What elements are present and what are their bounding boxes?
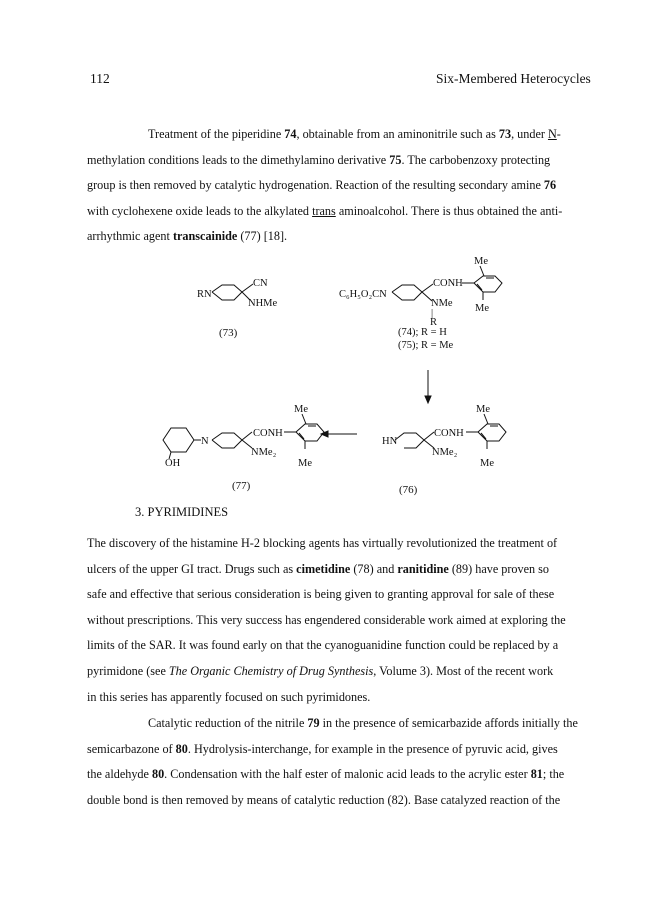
page-number: 112 <box>90 71 110 86</box>
section-heading: 3. PYRIMIDINES <box>135 505 229 519</box>
structure-73-ring <box>212 284 253 300</box>
structure-77-me-top: Me <box>294 404 308 415</box>
structure-77-conh: CONH <box>253 428 283 439</box>
structure-73-nhme: NHMe <box>248 298 278 309</box>
text-line: without prescriptions. This very success has engendered considerable work aimed at exploring the <box>87 612 566 627</box>
paragraph-3 <box>87 711 590 813</box>
text-line: ulcers of the upper GI tract. Drugs such as cimetidine (78) and ranitidine (89) have proven so <box>87 561 550 576</box>
structure-77-oh: OH <box>165 458 181 469</box>
text-line: in this series has apparently focused on such pyrimidones. <box>87 689 371 704</box>
structure-73-rn: RN <box>197 289 212 300</box>
text-line: Catalytic reduction of the nitrile 79 in the presence of semicarbazide affords initially the <box>148 716 578 730</box>
text-line: with cyclohexene oxide leads to the alkylated trans aminoalcohol. There is thus obtained the anti- <box>87 203 563 218</box>
structure-76-me-bottom: Me <box>480 458 494 469</box>
text-line: group is then removed by catalytic hydrogenation. Reaction of the resulting secondary amine 76 <box>87 178 557 193</box>
arrow-down <box>425 370 431 403</box>
structure-74-r: R <box>430 317 438 328</box>
text-line: methylation conditions leads to the dimethylamino derivative 75. The carbobenzoxy protecting <box>87 152 551 167</box>
structure-76-hn: HN <box>382 436 398 447</box>
text-line: semicarbazone of 80. Hydrolysis-interchange, for example in the presence of pyruvic acid, gives <box>87 741 558 756</box>
structure-74-cbz: C₆H₅O₂CN <box>339 289 387 300</box>
text-line: limits of the SAR. It was found early on that the cyanoguanidine function could be replaced by a <box>87 638 559 653</box>
structure-73-label: (73) <box>219 327 238 339</box>
structure-74-me-top: Me <box>474 256 488 267</box>
text-line: The discovery of the histamine H-2 blocking agents has virtually revolutionized the treatment of <box>87 536 558 550</box>
text-line: arrhythmic agent transcainide (77) [18]. <box>87 229 288 244</box>
structure-74-bar: | <box>431 308 434 319</box>
text-line: Treatment of the piperidine 74, obtainable from an aminonitrile such as 73, under N- <box>148 127 561 141</box>
structure-76-me-top: Me <box>476 404 490 415</box>
structure-77-label: (77) <box>232 480 251 492</box>
text-line: the aldehyde 80. Condensation with the half ester of malonic acid leads to the acrylic ester 81; the <box>87 767 565 782</box>
structure-74-me-bottom: Me <box>475 303 489 314</box>
structure-76-conh: CONH <box>434 428 464 439</box>
text-line: safe and effective that serious consideration is being given to granting approval for sale of these <box>87 587 555 602</box>
structure-77-n: N <box>201 436 209 447</box>
structure-74-conh: CONH <box>433 278 463 289</box>
text-line: double bond is then removed by means of catalytic reduction (82). Base catalyzed reaction of the <box>87 792 561 807</box>
structure-75-label: (75); R = Me <box>398 340 454 351</box>
structure-74-nme: NMe <box>431 298 453 309</box>
arrow-left <box>321 431 357 437</box>
text-line: pyrimidone (see The Organic Chemistry of Drug Synthesis, Volume 3). Most of the recent work <box>87 663 554 678</box>
structure-73-cn: CN <box>253 278 268 289</box>
structure-77-nme2: NMe₂ <box>251 447 277 458</box>
paragraph-2 <box>87 531 590 710</box>
structure-77-drawing <box>163 414 324 459</box>
structure-77-me-bottom: Me <box>298 458 312 469</box>
structure-74-label: (74); R = H <box>398 327 447 338</box>
structure-76-label: (76) <box>399 484 418 496</box>
structure-76-nme2: NMe₂ <box>432 447 458 458</box>
running-title: Six-Membered Heterocycles <box>436 71 591 86</box>
